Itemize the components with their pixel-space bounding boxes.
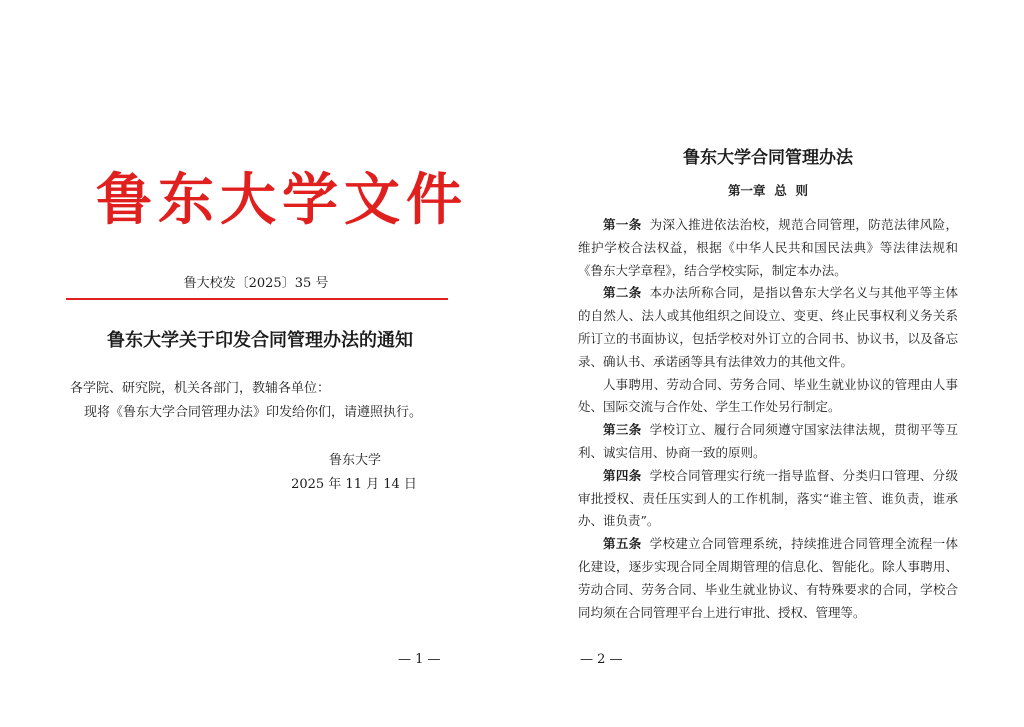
chapter-title: 第一章 总 则 bbox=[728, 183, 808, 198]
article-text: 学校建立合同管理系统，持续推进合同管理全流程一体化建设，逐步实现合同全周期管理的信息化、智能化。除人事聘用、劳动合同、劳务合同、毕业生就业协议、有特殊要求的合同，学校合同均须在合同管理平台上进行审批、授权、管理等。 bbox=[578, 536, 958, 620]
article-text: 学校订立、履行合同须遵守国家法律法规，贯彻平等互利、诚实信用、协商一致的原则。 bbox=[578, 422, 958, 460]
article-paragraph bbox=[578, 282, 958, 373]
sign-date: 2025 年 11 月 14 日 bbox=[291, 477, 417, 492]
article-paragraph bbox=[578, 374, 958, 420]
regulation-title: 鲁东大学合同管理办法 bbox=[683, 148, 853, 168]
document-number: 鲁大校发〔2025〕35 号 bbox=[183, 276, 329, 291]
article-text: 学校合同管理实行统一指导监督、分类归口管理、分级审批授权、责任压实到人的工作机制，落实“谁主管、谁负责，谁承办、谁负责”。 bbox=[578, 467, 958, 529]
articles-list bbox=[578, 214, 958, 624]
document-header-title: 鲁东大学文件 bbox=[96, 167, 468, 233]
signer: 鲁东大学 bbox=[328, 453, 381, 468]
article-label: 第一条 bbox=[603, 217, 642, 232]
article-label: 第三条 bbox=[603, 422, 642, 438]
page-2 bbox=[512, 0, 1024, 727]
article-paragraph bbox=[578, 214, 958, 282]
salutation: 各学院、研究院，机关各部门，教辅各单位： bbox=[70, 381, 331, 396]
article-paragraph bbox=[578, 533, 958, 624]
page-number: — 2 — bbox=[580, 652, 623, 667]
notice-body: 现将《鲁东大学合同管理办法》印发给你们，请遵照执行。 bbox=[84, 405, 423, 420]
notice-title: 鲁东大学关于印发合同管理办法的通知 bbox=[107, 330, 413, 351]
red-divider-line bbox=[66, 298, 448, 300]
page-number: — 1 — bbox=[398, 652, 441, 667]
article-text: 为深入推进依法治校，规范合同管理，防范法律风险，维护学校合法权益，根据《中华人民共和国民法典》等法律法规和《鲁东大学章程》，结合学校实际，制定本办法。 bbox=[578, 217, 958, 278]
article-label: 第四条 bbox=[603, 467, 642, 483]
article-label: 第五条 bbox=[603, 536, 642, 552]
article-label: 第二条 bbox=[603, 285, 642, 301]
article-paragraph bbox=[578, 419, 958, 465]
article-text: 本办法所称合同，是指以鲁东大学名义与其他平等主体的自然人、法人或其他组织之间设立、变更、终止民事权利义务关系所订立的书面协议，包括学校对外订立的合同书、协议书，以及备忘录、确认书、承诺函等具有法律效力的其他文件。 bbox=[578, 285, 958, 369]
article-text: 人事聘用、劳动合同、劳务合同、毕业生就业协议的管理由人事处、国际交流与合作处、学生工作处另行制定。 bbox=[578, 376, 958, 415]
article-paragraph bbox=[578, 465, 958, 533]
